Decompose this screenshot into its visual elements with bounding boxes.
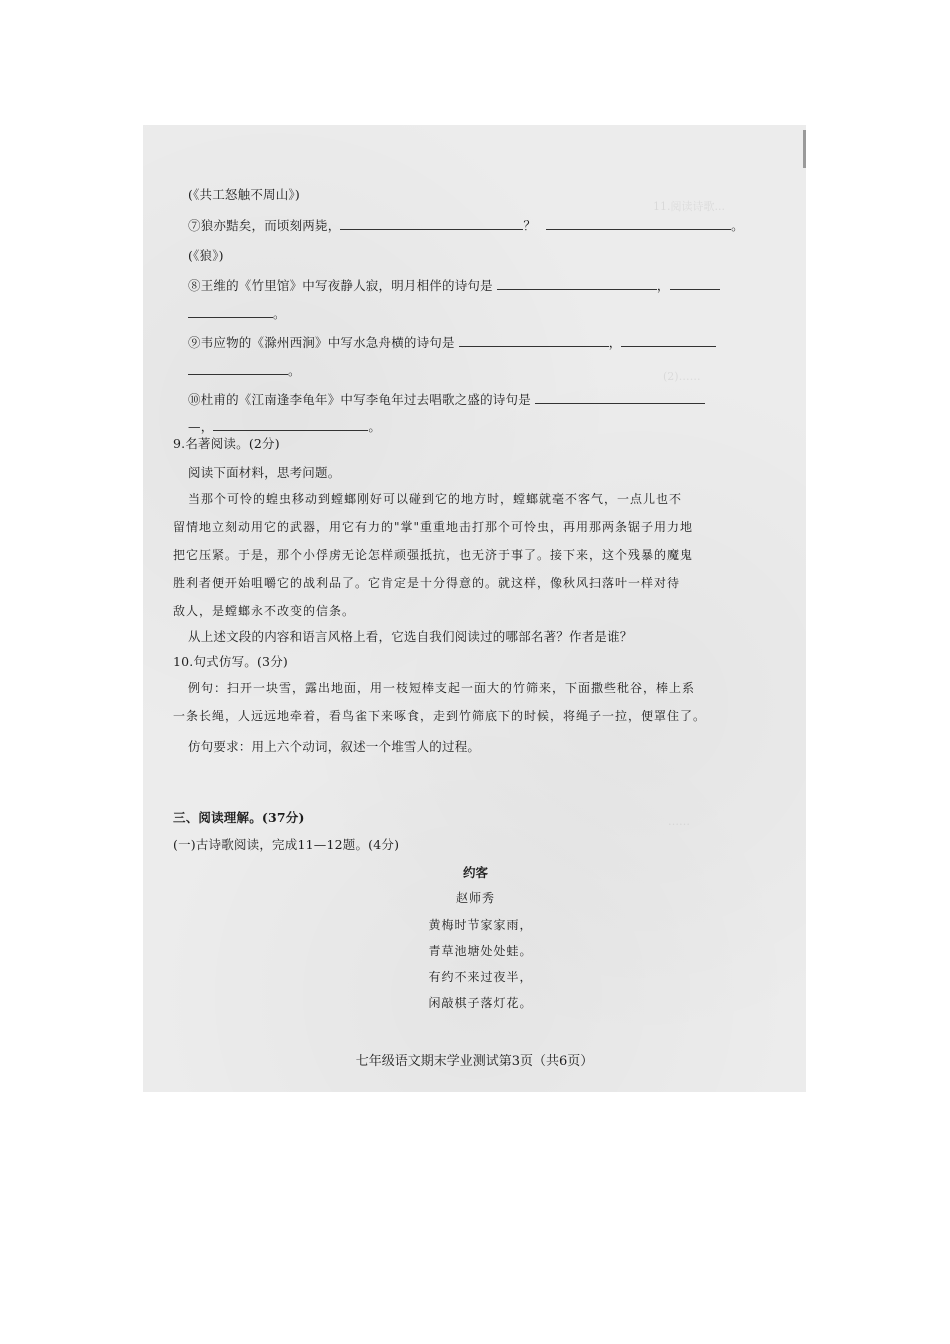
answer-blank[interactable] — [621, 335, 716, 347]
period: 。 — [731, 218, 744, 233]
dash-comma: —， — [188, 419, 214, 434]
q9-passage-line: 当那个可怜的蝗虫移动到螳螂刚好可以碰到它的地方时，螳螂就毫不客气，一点儿也不 — [188, 492, 683, 506]
q9-passage-line: 敌人，是螳螂永不改变的信条。 — [173, 604, 356, 618]
question-item-10-cont — [188, 417, 381, 435]
answer-blank[interactable] — [546, 218, 731, 230]
poem-line: 有约不来过夜半， — [428, 970, 533, 984]
poem-title: 约客 — [462, 865, 488, 880]
poem-line: 黄梅时节家家雨， — [428, 918, 533, 932]
question-mark: ？ — [523, 218, 537, 233]
q9-title: 9.名著阅读。(2分) — [173, 436, 280, 451]
q9-passage-line: 留情地立刻动用它的武器，用它有力的"掌"重重地击打那个可怜虫，再用那两条锯子用力地 — [173, 520, 694, 534]
page-edge-mark — [803, 130, 806, 168]
period: 。 — [288, 363, 301, 378]
answer-blank[interactable] — [188, 363, 288, 375]
comma: ， — [608, 335, 622, 350]
item-9-text: ⑨韦应物的《滁州西涧》中写水急舟横的诗句是 — [188, 335, 455, 350]
question-item-9-cont — [188, 361, 301, 379]
q10-title: 10.句式仿写。(3分) — [173, 654, 288, 669]
question-item-9 — [188, 333, 716, 351]
section-3-title: 三、阅读理解。(37分) — [173, 810, 305, 825]
source-note-gonggong: (《共工怒触不周山》) — [188, 187, 300, 202]
item-10-text: ⑩杜甫的《江南逢李龟年》中写李龟年过去唱歌之盛的诗句是 — [188, 392, 531, 407]
answer-blank[interactable] — [188, 306, 273, 318]
q10-example-line: 例句：扫开一块雪，露出地面，用一枝短棒支起一面大的竹筛来，下面撒些秕谷，棒上系 — [188, 681, 696, 695]
q9-question: 从上述文段的内容和语言风格上看，它选自我们阅读过的哪部名著？作者是谁？ — [188, 629, 633, 644]
poem-author: 赵师秀 — [455, 891, 495, 905]
section-3-subtitle: (一)古诗歌阅读，完成11—12题。(4分) — [173, 837, 400, 852]
item-7-text: ⑦狼亦黠矣，而顷刻两毙， — [188, 218, 341, 233]
answer-blank[interactable] — [670, 278, 720, 290]
question-item-8-cont — [188, 304, 286, 322]
q10-requirement: 仿句要求：用上六个动词，叙述一个堆雪人的过程。 — [188, 739, 481, 754]
source-note-lang: (《狼》) — [188, 248, 224, 263]
answer-blank[interactable] — [340, 218, 523, 230]
q9-instruction: 阅读下面材料，思考问题。 — [188, 465, 341, 480]
scanned-exam-page — [143, 125, 806, 1092]
item-8-text: ⑧王维的《竹里馆》中写夜静人寂，明月相伴的诗句是 — [188, 278, 493, 293]
bleed-through-text: …… — [668, 815, 690, 828]
question-item-7 — [188, 216, 744, 234]
q9-passage-line: 胜利者便开始咀嚼它的战利品了。它肯定是十分得意的。就这样，像秋风扫落叶一样对待 — [173, 576, 681, 590]
bleed-through-text: 11.阅读诗歌... — [653, 200, 725, 213]
answer-blank[interactable] — [497, 278, 657, 290]
answer-blank[interactable] — [459, 335, 609, 347]
answer-blank[interactable] — [213, 419, 368, 431]
poem-line: 闲敲棋子落灯花。 — [428, 996, 533, 1010]
question-item-10 — [188, 390, 705, 408]
page-footer: 七年级语文期末学业测试第3页（共6页） — [355, 1054, 594, 1069]
answer-blank[interactable] — [535, 392, 705, 404]
question-item-8 — [188, 276, 720, 294]
q9-passage-line: 把它压紧。于是，那个小俘虏无论怎样顽强抵抗，也无济于事了。接下来，这个残暴的魔鬼 — [173, 548, 694, 562]
period: 。 — [368, 419, 382, 434]
period: 。 — [273, 306, 286, 321]
poem-line: 青草池塘处处蛙。 — [428, 944, 533, 958]
bleed-through-text: (2)…… — [663, 370, 701, 383]
comma: ， — [656, 278, 670, 293]
q10-example-line: 一条长绳，人远远地牵着，看鸟雀下来啄食，走到竹筛底下的时候，将绳子一拉，便罩住了。 — [173, 709, 707, 723]
